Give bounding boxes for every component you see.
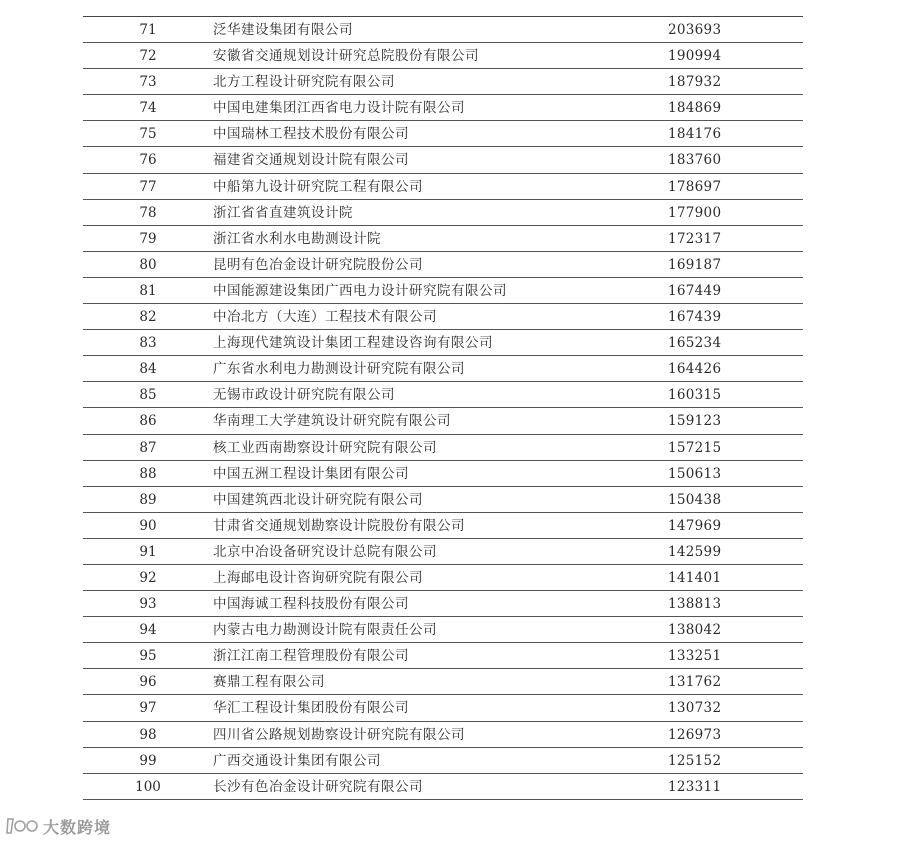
rank-cell: 80 xyxy=(139,256,157,273)
table-row xyxy=(83,617,803,643)
value-cell: 141401 xyxy=(668,569,722,586)
company-name-cell: 中船第九设计研究院工程有限公司 xyxy=(213,178,423,195)
table-row xyxy=(83,435,803,461)
watermark xyxy=(5,814,111,838)
table-row xyxy=(83,121,803,147)
value-cell: 125152 xyxy=(668,752,722,769)
company-name-cell: 长沙有色冶金设计研究院有限公司 xyxy=(213,778,423,795)
table-row xyxy=(83,356,803,382)
rank-cell: 99 xyxy=(139,752,157,769)
rank-cell: 89 xyxy=(139,491,157,508)
rank-cell: 100 xyxy=(135,778,161,795)
value-cell: 133251 xyxy=(668,648,722,665)
company-name-cell: 华南理工大学建筑设计研究院有限公司 xyxy=(213,413,451,430)
value-cell: 203693 xyxy=(668,22,722,38)
table-row xyxy=(83,330,803,356)
company-name-cell: 浙江省省直建筑设计院 xyxy=(213,204,353,221)
table-row xyxy=(83,695,803,721)
rank-cell: 82 xyxy=(139,309,157,326)
table-row xyxy=(83,147,803,173)
table-row xyxy=(83,252,803,278)
company-name-cell: 甘肃省交通规划勘察设计院股份有限公司 xyxy=(213,517,465,534)
table-row xyxy=(83,565,803,591)
brand-logo-icon xyxy=(5,815,39,837)
value-cell: 172317 xyxy=(668,230,722,247)
table-row xyxy=(83,643,803,669)
company-name-cell: 上海现代建筑设计集团工程建设咨询有限公司 xyxy=(213,335,493,352)
rank-cell: 87 xyxy=(139,439,157,456)
table-row xyxy=(83,95,803,121)
rank-cell: 73 xyxy=(139,74,157,91)
value-cell: 131762 xyxy=(668,674,722,691)
rank-cell: 98 xyxy=(139,726,157,743)
value-cell: 167449 xyxy=(668,282,722,299)
value-cell: 150613 xyxy=(668,465,722,482)
company-name-cell: 中国五洲工程设计集团有限公司 xyxy=(213,465,409,482)
watermark-text: 大数跨境 xyxy=(43,817,112,837)
rank-cell: 93 xyxy=(139,596,157,613)
rank-cell: 74 xyxy=(139,100,157,117)
company-name-cell: 福建省交通规划设计院有限公司 xyxy=(213,152,409,169)
rank-cell: 91 xyxy=(139,543,157,560)
company-name-cell: 核工业西南勘察设计研究院有限公司 xyxy=(213,439,437,456)
table-row xyxy=(83,43,803,69)
rank-cell: 85 xyxy=(139,387,157,404)
value-cell: 165234 xyxy=(668,335,722,352)
company-name-cell: 昆明有色冶金设计研究院股份公司 xyxy=(213,256,423,273)
table-row xyxy=(83,69,803,95)
value-cell: 138042 xyxy=(668,622,722,639)
company-name-cell: 赛鼎工程有限公司 xyxy=(213,674,325,691)
value-cell: 164426 xyxy=(668,361,722,378)
table-row xyxy=(83,591,803,617)
value-cell: 187932 xyxy=(668,74,722,91)
company-name-cell: 浙江省水利水电勘测设计院 xyxy=(213,230,381,247)
value-cell: 157215 xyxy=(668,439,722,456)
company-name-cell: 华汇工程设计集团股份有限公司 xyxy=(213,700,409,717)
rank-cell: 75 xyxy=(139,126,157,143)
value-cell: 178697 xyxy=(668,178,722,195)
table-row xyxy=(83,408,803,434)
value-cell: 184176 xyxy=(668,126,722,143)
company-name-cell: 中国电建集团江西省电力设计院有限公司 xyxy=(213,100,465,117)
rank-cell: 81 xyxy=(139,282,157,299)
value-cell: 167439 xyxy=(668,309,722,326)
ranking-table xyxy=(83,16,803,800)
rank-cell: 83 xyxy=(139,335,157,352)
company-name-cell: 泛华建设集团有限公司 xyxy=(213,22,353,38)
company-name-cell: 四川省公路规划勘察设计研究院有限公司 xyxy=(213,726,465,743)
value-cell: 177900 xyxy=(668,204,722,221)
company-name-cell: 中国海诚工程科技股份有限公司 xyxy=(213,596,409,613)
rank-cell: 71 xyxy=(139,22,157,38)
company-name-cell: 中国建筑西北设计研究院有限公司 xyxy=(213,491,423,508)
value-cell: 159123 xyxy=(668,413,722,430)
rank-cell: 92 xyxy=(139,569,157,586)
company-name-cell: 广西交通设计集团有限公司 xyxy=(213,752,381,769)
rank-cell: 94 xyxy=(139,622,157,639)
company-name-cell: 无锡市政设计研究院有限公司 xyxy=(213,387,395,404)
company-name-cell: 广东省水利电力勘测设计研究院有限公司 xyxy=(213,361,465,378)
table-row xyxy=(83,774,803,800)
company-name-cell: 北方工程设计研究院有限公司 xyxy=(213,74,395,91)
table-row xyxy=(83,722,803,748)
rank-cell: 96 xyxy=(139,674,157,691)
rank-cell: 86 xyxy=(139,413,157,430)
value-cell: 147969 xyxy=(668,517,722,534)
value-cell: 142599 xyxy=(668,543,722,560)
value-cell: 130732 xyxy=(668,700,722,717)
rank-cell: 88 xyxy=(139,465,157,482)
table-row xyxy=(83,513,803,539)
company-name-cell: 中国能源建设集团广西电力设计研究院有限公司 xyxy=(213,282,507,299)
rank-cell: 78 xyxy=(139,204,157,221)
table-row xyxy=(83,382,803,408)
rank-cell: 77 xyxy=(139,178,157,195)
value-cell: 150438 xyxy=(668,491,722,508)
value-cell: 123311 xyxy=(668,778,722,795)
company-name-cell: 中国瑞林工程技术股份有限公司 xyxy=(213,126,409,143)
table-row xyxy=(83,17,803,43)
rank-cell: 95 xyxy=(139,648,157,665)
rank-cell: 90 xyxy=(139,517,157,534)
company-name-cell: 安徽省交通规划设计研究总院股份有限公司 xyxy=(213,48,479,65)
company-name-cell: 北京中冶设备研究设计总院有限公司 xyxy=(213,543,437,560)
value-cell: 184869 xyxy=(668,100,722,117)
table-row xyxy=(83,200,803,226)
table-row xyxy=(83,278,803,304)
rank-cell: 72 xyxy=(139,48,157,65)
rank-cell: 97 xyxy=(139,700,157,717)
company-name-cell: 浙江江南工程管理股份有限公司 xyxy=(213,648,409,665)
table-row xyxy=(83,304,803,330)
rank-cell: 76 xyxy=(139,152,157,169)
value-cell: 190994 xyxy=(668,48,722,65)
value-cell: 183760 xyxy=(668,152,722,169)
rank-cell: 79 xyxy=(139,230,157,247)
table-row xyxy=(83,669,803,695)
company-name-cell: 上海邮电设计咨询研究院有限公司 xyxy=(213,569,423,586)
table-row xyxy=(83,461,803,487)
value-cell: 169187 xyxy=(668,256,722,273)
rank-cell: 84 xyxy=(139,361,157,378)
table-row xyxy=(83,174,803,200)
company-name-cell: 中冶北方（大连）工程技术有限公司 xyxy=(213,309,437,326)
table-row xyxy=(83,539,803,565)
value-cell: 160315 xyxy=(668,387,722,404)
table-row xyxy=(83,748,803,774)
value-cell: 138813 xyxy=(668,596,722,613)
table-row xyxy=(83,487,803,513)
company-name-cell: 内蒙古电力勘测设计院有限责任公司 xyxy=(213,622,437,639)
value-cell: 126973 xyxy=(668,726,722,743)
table-row xyxy=(83,226,803,252)
